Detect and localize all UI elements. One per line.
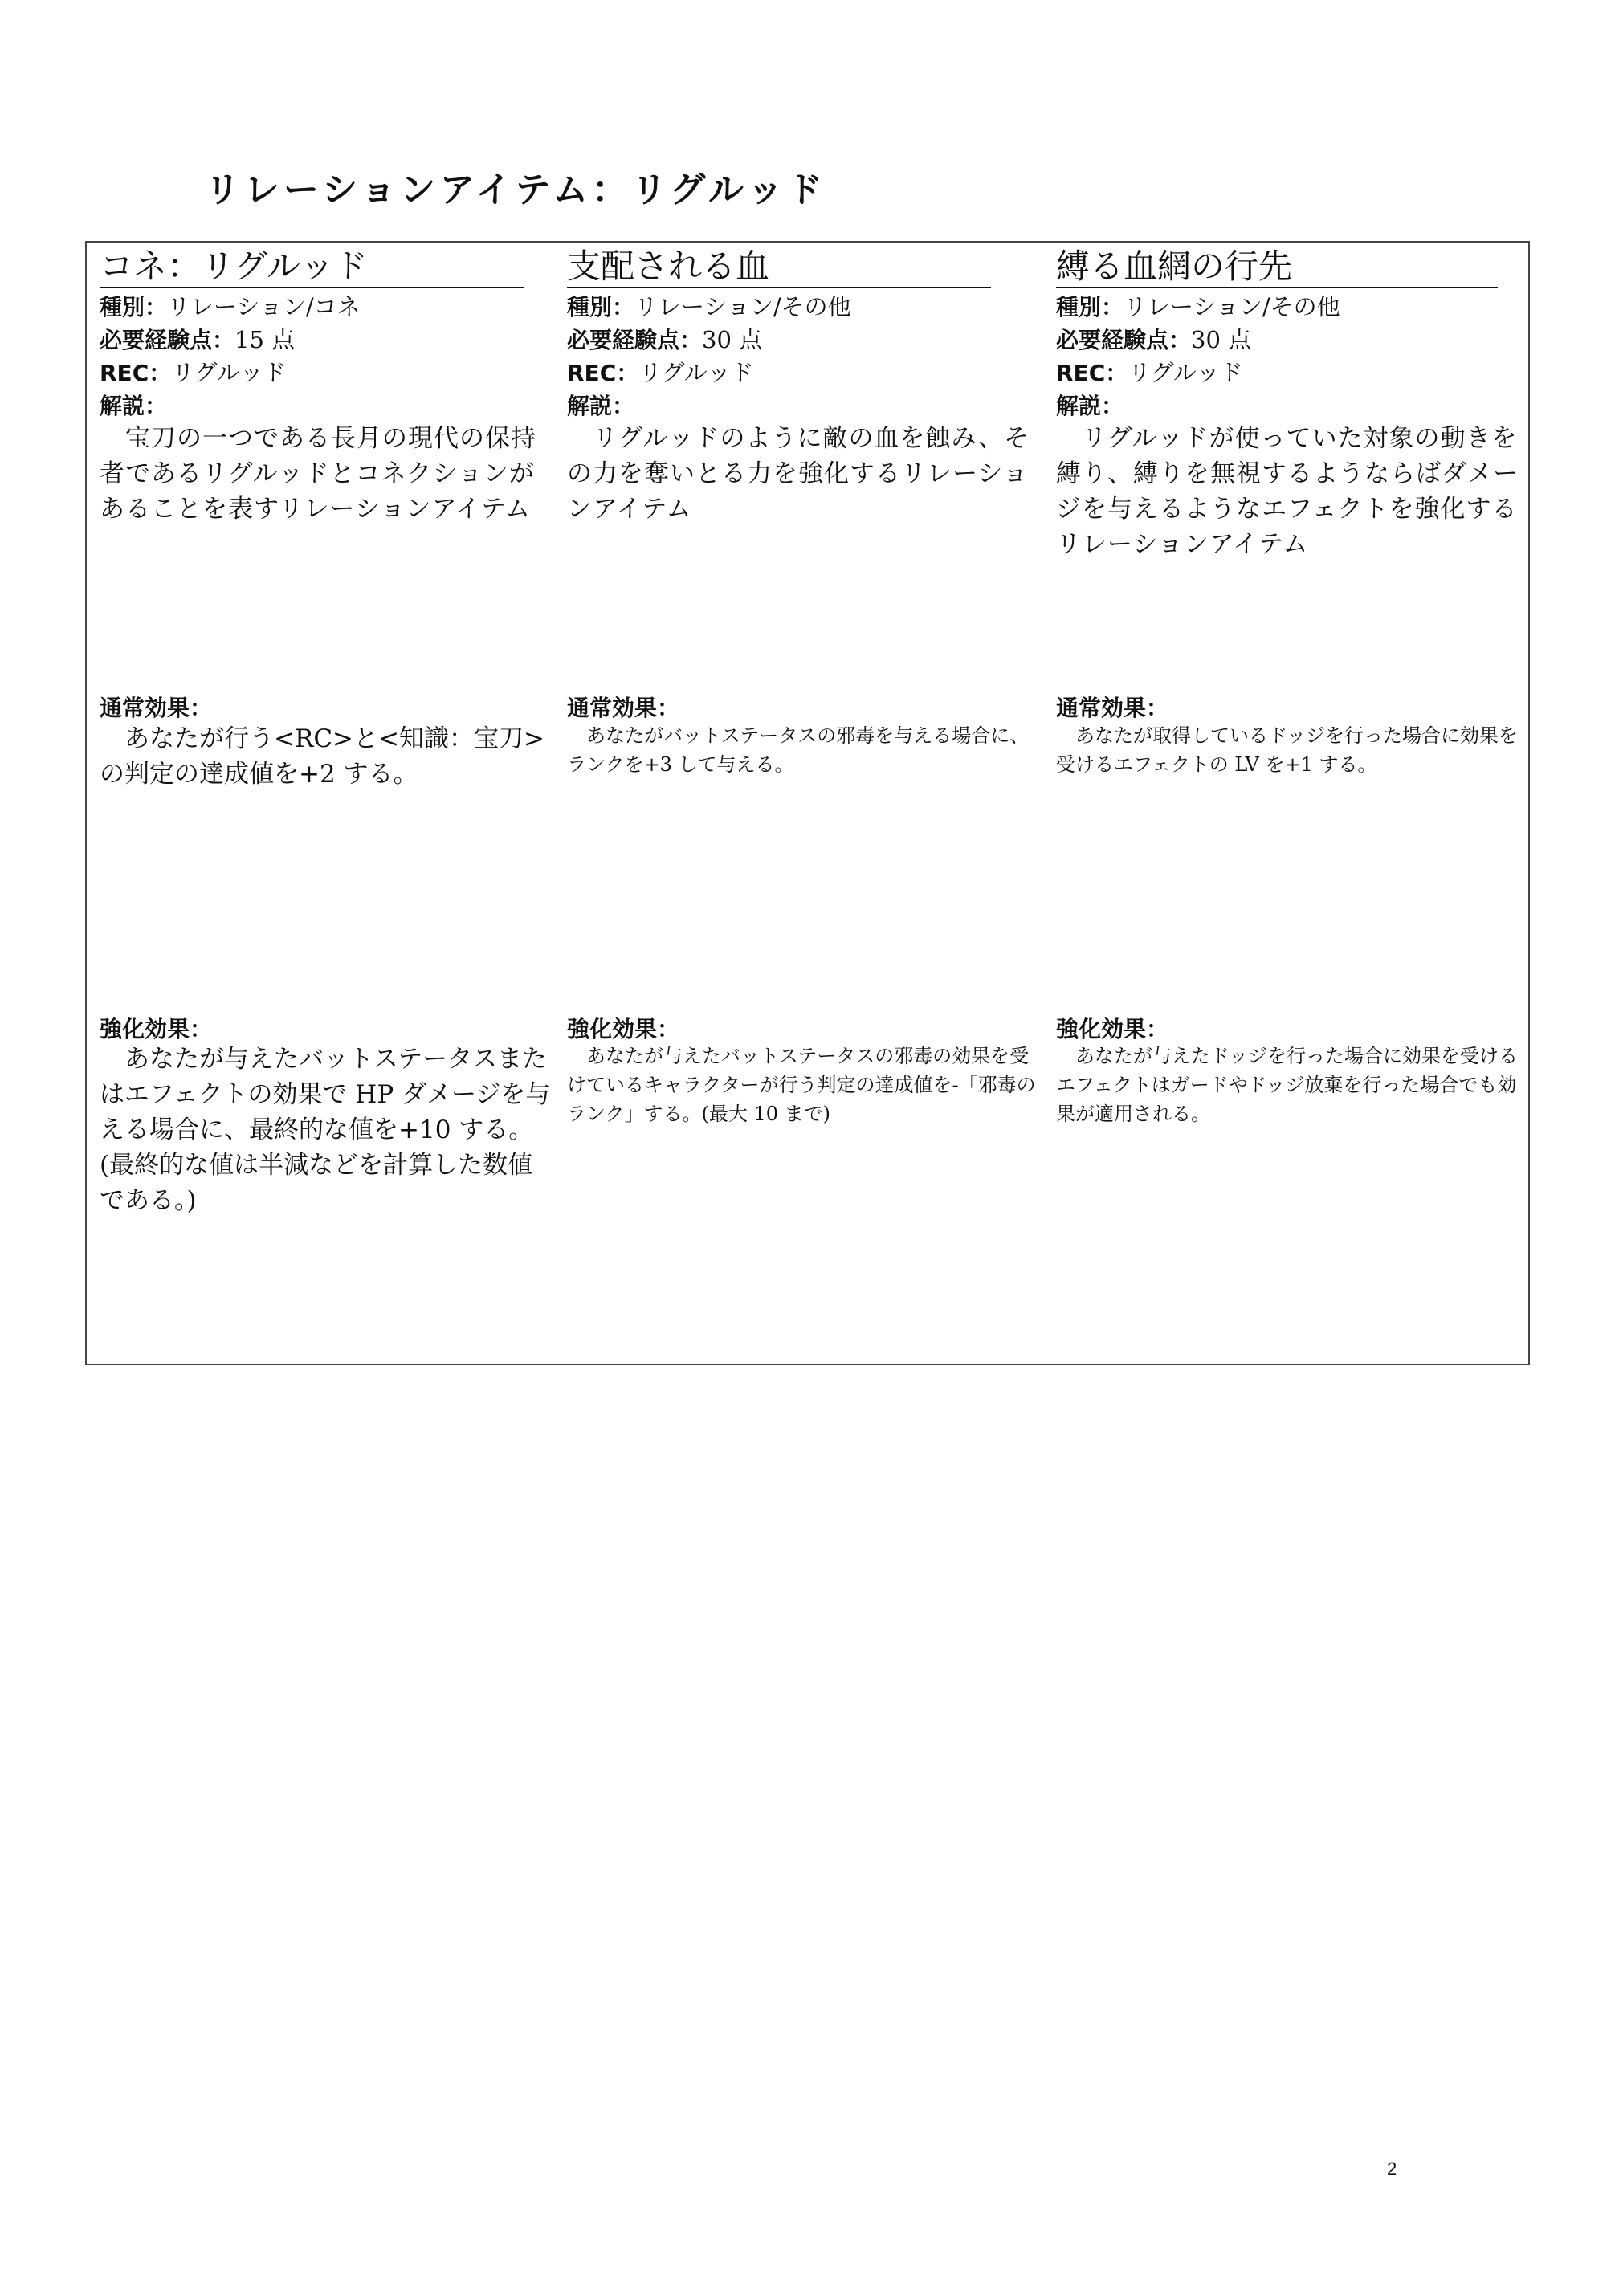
enhanced-effect-label: 強化効果： (100, 1016, 213, 1042)
item-meta (1056, 291, 1526, 422)
exp-label: 必要経験点： (100, 327, 235, 353)
normal-effect-text: あなたが行う<RC>と<知識：宝刀>の判定の達成値を+2 する。 (100, 724, 544, 789)
exp-label: 必要経験点： (567, 327, 703, 353)
item-description (100, 421, 557, 527)
enhanced-effect-label: 強化効果： (1056, 1016, 1169, 1042)
item-description-text: リグルッドが使っていた対象の動きを縛り、縛りを無視するようならばダメージを与えるようなエフェクトを強化するリレーションアイテム (1056, 424, 1519, 559)
normal-effect-label: 通常効果： (100, 695, 213, 721)
enhanced-effect-label: 強化効果： (567, 1016, 680, 1042)
exp-value: 30 点 (1191, 326, 1252, 353)
enhanced-effect-text: あなたが与えたバットステータスの邪毒の効果を受けているキャラクターが行う判定の達成値を-「邪毒のランク」する。(最大 10 まで) (567, 1045, 1036, 1125)
desc-label: 解説： (100, 393, 168, 419)
rec-value: リグルッド (171, 359, 287, 386)
enhanced-effect-text: あなたが与えたドッジを行った場合に効果を受けるエフェクトはガードやドッジ放棄を行った場合でも効果が適用される。 (1056, 1045, 1519, 1125)
item-name-underline (567, 287, 991, 288)
type-label: 種別： (100, 294, 168, 320)
type-label: 種別： (1056, 294, 1124, 320)
rec-value: リグルッド (638, 359, 754, 386)
normal-effect-label: 通常効果： (567, 695, 680, 721)
item-meta (100, 291, 557, 422)
item-meta (567, 291, 1045, 422)
rec-label: REC： (567, 360, 639, 386)
type-value: リレーション/コネ (167, 293, 361, 320)
rec-label: REC： (1056, 360, 1128, 386)
item-name: コネ：リグルッド (100, 247, 368, 286)
type-value: リレーション/その他 (634, 293, 851, 320)
item-column-2 (567, 243, 1045, 1364)
item-description-text: 宝刀の一つである長月の現代の保持者であるリグルッドとコネクションがあることを表すリレーションアイテム (100, 424, 536, 524)
page-number: 2 (1387, 2159, 1397, 2179)
normal-effect (100, 721, 557, 792)
exp-value: 15 点 (234, 326, 296, 353)
item-description (1056, 421, 1526, 562)
page-title: リレーションアイテム：リグルッド (205, 169, 826, 210)
desc-label: 解説： (567, 393, 635, 419)
normal-effect (1056, 721, 1526, 779)
item-description-text: リグルッドのように敵の血を蝕み、その力を奪いとる力を強化するリレーションアイテム (567, 424, 1030, 524)
enhanced-effect (100, 1042, 557, 1218)
exp-value: 30 点 (702, 326, 763, 353)
item-description (567, 421, 1045, 527)
exp-label: 必要経験点： (1056, 327, 1192, 353)
normal-effect-text: あなたが取得しているドッジを行った場合に効果を受けるエフェクトの LV を+1 する。 (1056, 724, 1519, 776)
item-column-3 (1056, 243, 1526, 1364)
relation-items-table (85, 241, 1530, 1365)
normal-effect (567, 721, 1045, 779)
normal-effect-label: 通常効果： (1056, 695, 1169, 721)
item-name-underline (100, 287, 524, 288)
enhanced-effect (567, 1042, 1045, 1128)
rec-value: リグルッド (1128, 359, 1243, 386)
type-value: リレーション/その他 (1124, 293, 1340, 320)
item-name: 支配される血 (567, 247, 770, 286)
rec-label: REC： (100, 360, 172, 386)
desc-label: 解説： (1056, 393, 1124, 419)
enhanced-effect (1056, 1042, 1526, 1128)
item-column-1 (100, 243, 557, 1364)
enhanced-effect-text: あなたが与えたバットステータスまたはエフェクトの効果で HP ダメージを与える場合に、最終的な値を+10 する。(最終的な値は半減などを計算した数値である。) (100, 1045, 551, 1215)
item-name: 縛る血網の行先 (1056, 247, 1293, 286)
item-name-underline (1056, 287, 1498, 288)
type-label: 種別： (567, 294, 635, 320)
normal-effect-text: あなたがバットステータスの邪毒を与える場合に、ランクを+3 して与える。 (567, 724, 1030, 776)
